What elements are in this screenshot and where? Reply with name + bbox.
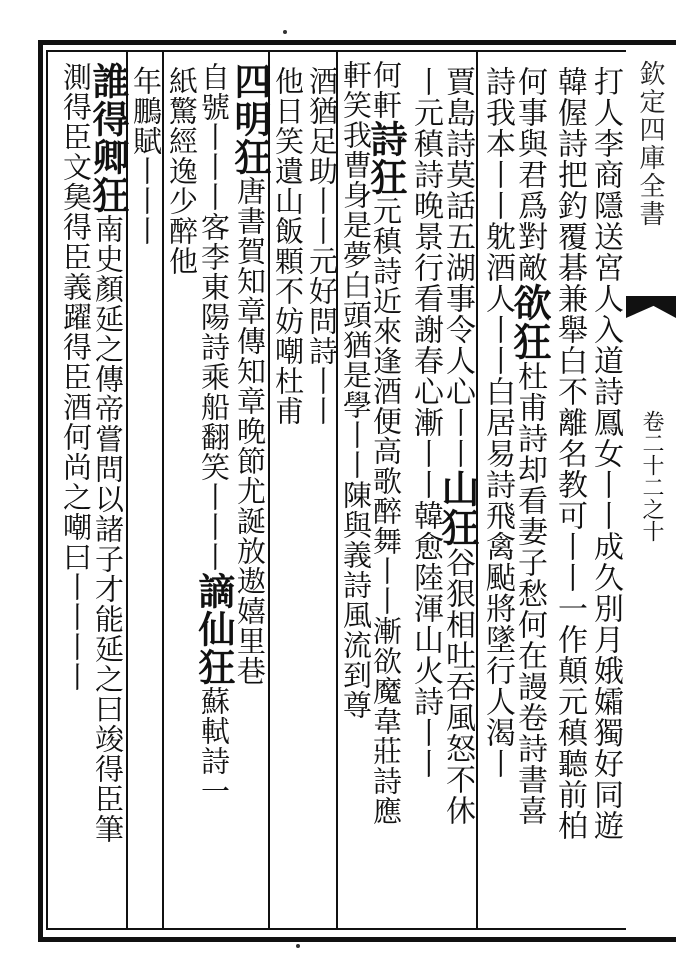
text-column [336, 60, 373, 720]
entry-text: 自號丨丨丨客李東陽詩乘船翻笑丨丨丨 [197, 62, 231, 572]
entry-text: 丨丨白居易詩飛禽颭將墜行人渴丨 [480, 314, 515, 779]
entry-text: 年鵬賦丨丨丨 [129, 66, 163, 246]
entry-text: 軒 [339, 60, 373, 90]
margin-volume-label: 卷二十二之十 [639, 410, 664, 542]
entry-text: 何軒 [369, 60, 403, 120]
entry-text: 測得臣文㚟得臣義躍得臣酒何尚之嘲曰丨丨丨丨 [59, 62, 93, 692]
entry-text: 南史顏延之傳帝嘗問以諸子才能延之曰竣得臣筆 [91, 214, 125, 844]
text-column [404, 66, 443, 779]
text-column [162, 66, 199, 276]
entry-heading: 誰得卿狂 [86, 62, 130, 214]
entry-text: 笑我曹身是夢白頭猶是學丨丨陳與義詩風流到尊 [339, 90, 373, 720]
text-column [126, 66, 163, 246]
entry-text: 紙驚經逸少醉他 [165, 66, 199, 276]
entry-heading: 山狂 [435, 469, 480, 547]
entry-text: 他日笑遺山飯顆不妨嘲杜甫 [271, 66, 305, 426]
entry-text: 元稹詩近來逢酒便高歌醉舞丨丨漸欲魔韋莊詩應 [369, 196, 403, 826]
ink-dot [296, 944, 300, 948]
text-column [302, 66, 339, 426]
entry-text: 唐書賀知章傳知章晚節尤誕放遨嬉里巷 [233, 176, 267, 686]
entry-heading: 謫仙狂 [192, 572, 236, 686]
entry-text: 杜甫詩却看妻子愁何在謾卷詩書喜 [512, 361, 547, 826]
ink-dot [283, 30, 287, 34]
entry-text: 詩我本丨丨躭酒人 [480, 66, 515, 314]
entry-text: 賈島詩莫話五湖事令人心丨丨 [440, 66, 475, 469]
entry-text: 丨元稹詩晚景行看謝春心漸丨丨 [408, 66, 443, 500]
text-column [584, 66, 623, 841]
entry-text: 蘇軾詩一 [197, 686, 231, 806]
entry-heading: 詩狂 [364, 120, 408, 196]
entry-text: 何事與君爲對敵 [512, 66, 547, 283]
text-column [364, 60, 408, 826]
text-column [268, 66, 305, 426]
text-column [86, 62, 130, 844]
entry-text: 韓偓詩把釣覆碁兼舉白不離名教可丨丨一作顛元稹聽前柏 [552, 66, 587, 841]
margin-book-title: 欽定四庫全書 [635, 60, 665, 228]
entry-text: 韓愈陸渾山火詩丨丨 [408, 500, 443, 779]
entry-text: 打人李商隱送宮人入道詩鳳女丨丨成久別月娥孀獨好同遊 [588, 66, 623, 841]
entry-text: 谷狠相吐吞風怒不休 [440, 547, 475, 826]
text-column [435, 66, 480, 826]
entry-heading: 四明狂 [228, 62, 272, 176]
text-column [228, 62, 272, 686]
entry-text: 酒猶足助丨丨元好問詩丨丨 [305, 66, 339, 426]
text-column [548, 66, 587, 841]
text-column [56, 62, 93, 692]
text-column [192, 62, 236, 806]
text-column [507, 66, 552, 826]
entry-heading: 欲狂 [507, 283, 552, 361]
text-column [476, 66, 515, 779]
